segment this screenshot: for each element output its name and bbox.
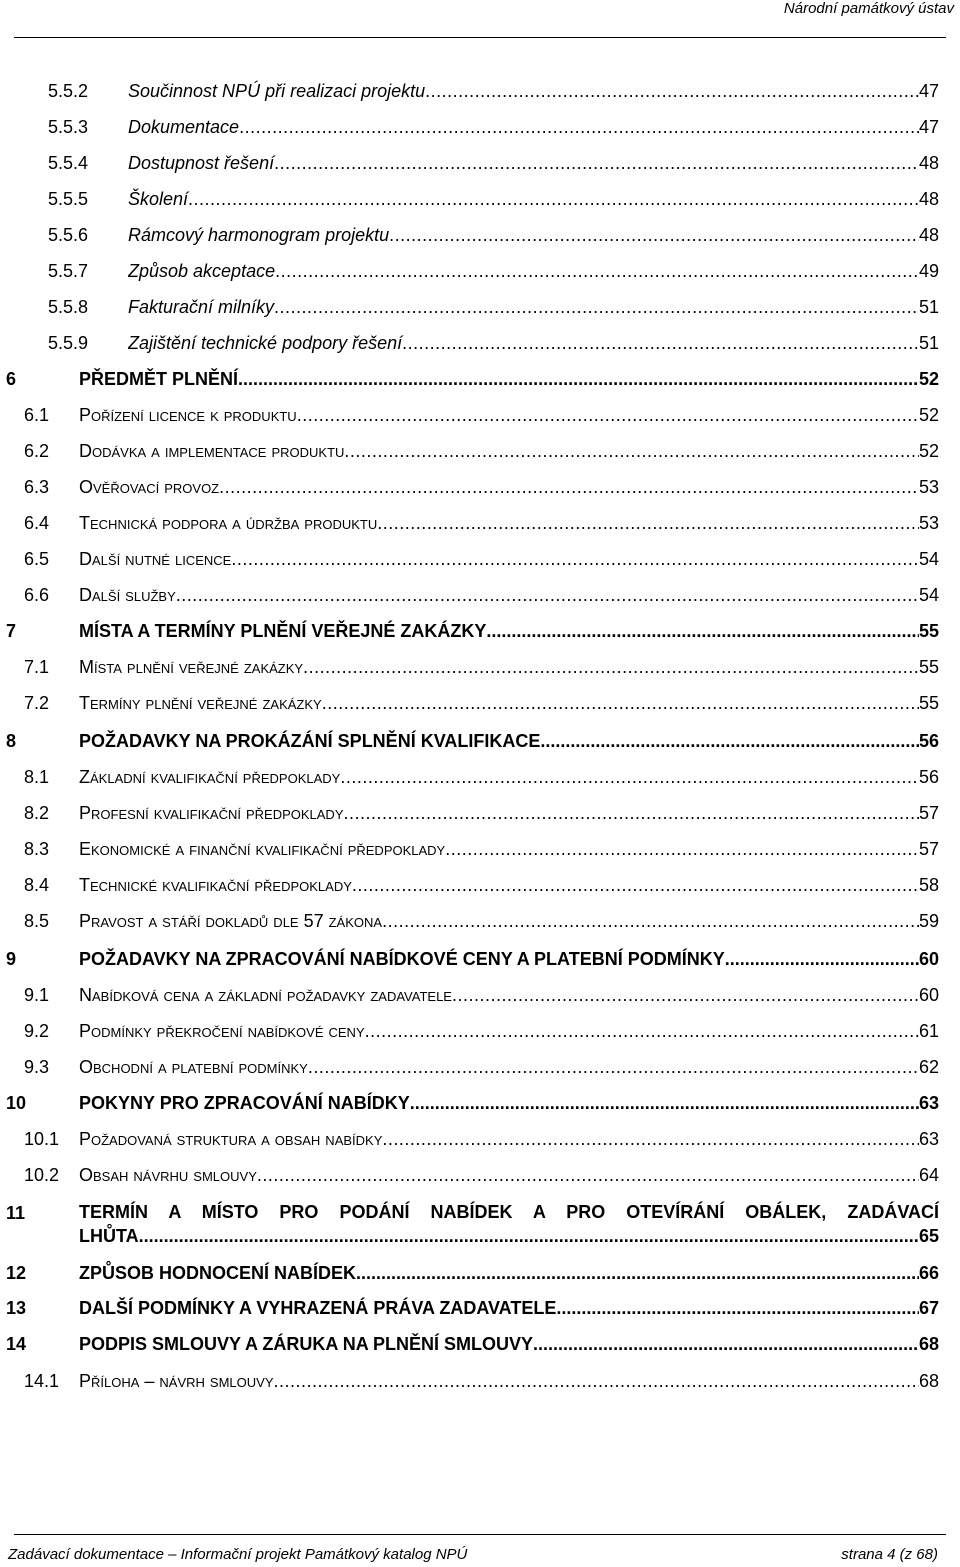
toc-page: 51 — [918, 333, 939, 353]
toc-chapter[interactable] — [0, 1295, 960, 1321]
toc-leader-dots — [486, 618, 919, 644]
toc-leader-dots — [274, 294, 919, 320]
toc-entry[interactable] — [0, 982, 960, 1008]
toc-page: 55 — [918, 621, 939, 641]
toc-leader-dots — [303, 654, 919, 680]
toc-entry[interactable] — [0, 1126, 960, 1152]
toc-number: 5.5.7 — [48, 261, 89, 281]
toc-leader-dots — [297, 402, 919, 428]
toc-page: 52 — [918, 405, 939, 425]
toc-entry[interactable] — [0, 1054, 960, 1080]
toc-leader-dots — [275, 258, 919, 284]
toc-leader-dots — [382, 1126, 919, 1152]
toc-number: 9.1 — [24, 985, 50, 1005]
toc-entry[interactable] — [0, 222, 960, 248]
toc-leader-dots — [322, 690, 919, 716]
toc-title: Základní kvalifikační předpoklady — [79, 767, 341, 787]
toc-title: Obchodní a platební podmínky — [79, 1057, 308, 1077]
toc-page: 49 — [918, 261, 939, 281]
toc-number: 6.4 — [24, 513, 50, 533]
toc-leader-dots — [452, 982, 919, 1008]
toc-number: 7.2 — [24, 693, 50, 713]
toc-chapter[interactable] — [0, 1331, 960, 1357]
toc-title: PŘEDMĚT PLNĚNÍ — [79, 369, 239, 389]
toc-entry[interactable] — [0, 690, 960, 716]
toc-title: Další nutné licence — [79, 549, 232, 569]
toc-title-continued: LHŮTA — [79, 1226, 139, 1246]
toc-entry[interactable] — [0, 258, 960, 284]
toc-number: 8 — [6, 731, 17, 751]
toc-title: Technické kvalifikační předpoklady — [79, 875, 352, 895]
toc-leader-dots — [219, 474, 919, 500]
toc-leader-dots — [402, 330, 919, 356]
toc-leader-dots — [340, 764, 919, 790]
toc-title: PODPIS SMLOUVY A ZÁRUKA NA PLNĚNÍ SMLOUVY — [79, 1334, 534, 1354]
toc-title: Obsah návrhu smlouvy — [79, 1165, 257, 1185]
toc-entry[interactable] — [0, 1018, 960, 1044]
footer-divider — [14, 1534, 946, 1535]
toc-number: 5.5.2 — [48, 81, 89, 101]
toc-page: 66 — [918, 1263, 939, 1283]
toc-number: 9.2 — [24, 1021, 50, 1041]
toc-number: 5.5.8 — [48, 297, 89, 317]
toc-entry[interactable] — [0, 908, 960, 934]
toc-number: 5.5.4 — [48, 153, 89, 173]
toc-number: 7.1 — [24, 657, 50, 677]
toc-number: 6.2 — [24, 441, 50, 461]
toc-page: 58 — [918, 875, 939, 895]
toc-page: 61 — [918, 1021, 939, 1041]
toc-page: 67 — [918, 1298, 939, 1318]
toc-leader-dots — [540, 728, 919, 754]
toc-page: 51 — [918, 297, 939, 317]
toc-page: 54 — [918, 549, 939, 569]
toc-number: 10.1 — [24, 1129, 60, 1149]
toc-title: DALŠÍ PODMÍNKY A VYHRAZENÁ PRÁVA ZADAVATELE — [79, 1298, 557, 1318]
toc-entry[interactable] — [0, 402, 960, 428]
toc-title: Termíny plnění veřejné zakázky — [79, 693, 322, 713]
toc-title: Ověřovací provoz — [79, 477, 220, 497]
toc-leader-dots — [188, 186, 919, 212]
toc-number: 6.5 — [24, 549, 50, 569]
toc-page: 64 — [918, 1165, 939, 1185]
toc-leader-dots — [533, 1331, 919, 1357]
toc-number: 6 — [6, 369, 17, 389]
toc-page: 48 — [918, 153, 939, 173]
toc-leader-dots — [377, 510, 919, 536]
toc-title: Dostupnost řešení — [128, 153, 275, 173]
toc-page: 52 — [918, 369, 939, 389]
toc-number: 10.2 — [24, 1165, 60, 1185]
toc-title: Pravost a stáří dokladů dle 57 zákona — [79, 911, 383, 931]
toc-entry[interactable] — [0, 872, 960, 898]
toc-chapter[interactable] — [0, 618, 960, 644]
toc-number: 6.6 — [24, 585, 50, 605]
toc-title: Profesní kvalifikační předpoklady — [79, 803, 344, 823]
toc-number: 5.5.6 — [48, 225, 89, 245]
toc-entry[interactable] — [0, 186, 960, 212]
toc-leader-dots — [410, 1090, 919, 1116]
toc-leader-dots — [238, 366, 919, 392]
toc-number: 14.1 — [24, 1371, 60, 1391]
toc-title: Školení — [128, 189, 189, 209]
toc-page: 57 — [918, 803, 939, 823]
toc-page: 63 — [918, 1129, 939, 1149]
toc-chapter[interactable] — [0, 1260, 960, 1286]
toc-title: ZPŮSOB HODNOCENÍ NABÍDEK — [79, 1263, 357, 1283]
toc-chapter[interactable] — [0, 946, 960, 972]
toc-entry[interactable] — [0, 1368, 960, 1394]
toc-page: 54 — [918, 585, 939, 605]
toc-chapter[interactable] — [0, 1200, 960, 1252]
toc-page: 52 — [918, 441, 939, 461]
toc-title: Nabídková cena a základní požadavky zadavatele — [79, 985, 452, 1005]
toc-title: Další služby — [79, 585, 176, 605]
toc-number: 8.5 — [24, 911, 50, 931]
toc-leader-dots — [356, 1260, 919, 1286]
toc-leader-dots — [344, 438, 919, 464]
toc-number: 6.3 — [24, 477, 50, 497]
toc-number: 9.3 — [24, 1057, 50, 1077]
toc-page: 48 — [918, 189, 939, 209]
toc-chapter[interactable] — [0, 728, 960, 754]
footer-document-title: Zadávací dokumentace – Informační projekt Památkový katalog NPÚ — [8, 1546, 468, 1563]
toc-leader-dots — [239, 114, 919, 140]
toc-page: 48 — [918, 225, 939, 245]
toc-title: Dodávka a implementace produktu — [79, 441, 345, 461]
toc-page: 47 — [918, 117, 939, 137]
toc-leader-dots — [344, 800, 919, 826]
toc-entry[interactable] — [0, 150, 960, 176]
toc-number: 8.3 — [24, 839, 50, 859]
toc-title: Zajištění technické podpory řešení — [128, 333, 403, 353]
toc-number: 8.2 — [24, 803, 50, 823]
footer-page-number: strana 4 (z 68) — [841, 1546, 938, 1563]
toc-page: 53 — [918, 477, 939, 497]
toc-leader-dots — [352, 872, 919, 898]
toc-leader-dots — [389, 222, 919, 248]
toc-leader-dots — [365, 1018, 919, 1044]
toc-number: 5.5.9 — [48, 333, 89, 353]
toc-page: 60 — [918, 985, 939, 1005]
toc-leader-dots — [274, 150, 919, 176]
toc-entry[interactable] — [0, 78, 960, 104]
toc-leader-dots — [445, 836, 919, 862]
toc-entry[interactable] — [0, 294, 960, 320]
toc-number: 8.4 — [24, 875, 50, 895]
toc-page: 56 — [918, 731, 939, 751]
toc-title: Rámcový harmonogram projektu — [128, 225, 390, 245]
toc-title: POŽADAVKY NA PROKÁZÁNÍ SPLNĚNÍ KVALIFIKACE — [79, 731, 541, 751]
toc-page: 65 — [918, 1226, 939, 1246]
toc-page: 62 — [918, 1057, 939, 1077]
toc-leader-dots — [139, 1224, 919, 1248]
toc-number: 8.1 — [24, 767, 50, 787]
toc-entry[interactable] — [0, 836, 960, 862]
toc-title: Příloha – návrh smlouvy — [79, 1371, 274, 1391]
toc-entry[interactable] — [0, 114, 960, 140]
toc-number: 10 — [6, 1093, 27, 1113]
toc-entry[interactable] — [0, 330, 960, 356]
toc-chapter[interactable] — [0, 1090, 960, 1116]
toc-number: 13 — [6, 1298, 27, 1318]
toc-page: 47 — [918, 81, 939, 101]
toc-page: 57 — [918, 839, 939, 859]
toc-title: POŽADAVKY NA ZPRACOVÁNÍ NABÍDKOVÉ CENY A PLATEBNÍ PODMÍNKY — [79, 949, 725, 969]
toc-page: 53 — [918, 513, 939, 533]
toc-leader-dots — [382, 908, 919, 934]
toc-leader-dots — [556, 1295, 919, 1321]
toc-entry[interactable] — [0, 654, 960, 680]
toc-page: 68 — [918, 1371, 939, 1391]
toc-title: Dokumentace — [128, 117, 240, 137]
toc-number: 6.1 — [24, 405, 50, 425]
toc-entry[interactable] — [0, 510, 960, 536]
toc-number: 9 — [6, 949, 17, 969]
toc-entry[interactable] — [0, 438, 960, 464]
toc-entry[interactable] — [0, 582, 960, 608]
toc-entry[interactable] — [0, 1162, 960, 1188]
toc-number: 5.5.5 — [48, 189, 89, 209]
toc-page: 63 — [918, 1093, 939, 1113]
toc-page: 60 — [918, 949, 939, 969]
toc-title: Místa plnění veřejné zakázky — [79, 657, 304, 677]
toc-title: Pořízení licence k produktu — [79, 405, 297, 425]
toc-title: Technická podpora a údržba produktu — [79, 513, 378, 533]
toc-leader-dots — [257, 1162, 919, 1188]
toc-page: 68 — [918, 1334, 939, 1354]
toc-title: Způsob akceptace — [128, 261, 276, 281]
toc-number: 12 — [6, 1263, 27, 1283]
toc-title: TERMÍN A MÍSTO PRO PODÁNÍ NABÍDEK A PRO OTEVÍRÁNÍ OBÁLEK, ZADÁVACÍ — [79, 1202, 939, 1222]
toc-page: 55 — [918, 693, 939, 713]
toc-title: Požadovaná struktura a obsah nabídky — [79, 1129, 383, 1149]
toc-page: 56 — [918, 767, 939, 787]
toc-page: 55 — [918, 657, 939, 677]
toc-number: 7 — [6, 621, 17, 641]
toc-number: 5.5.3 — [48, 117, 89, 137]
header-title: Národní památkový ústav — [783, 0, 954, 17]
toc-leader-dots — [176, 582, 919, 608]
toc-leader-dots — [725, 946, 919, 972]
toc-title: Součinnost NPÚ při realizaci projektu — [128, 81, 426, 101]
toc-title: Podmínky překročení nabídkové ceny — [79, 1021, 365, 1041]
toc-leader-dots — [231, 546, 919, 572]
toc-number: 14 — [6, 1334, 27, 1354]
toc-entry[interactable] — [0, 546, 960, 572]
header-divider — [14, 37, 946, 38]
toc-page: 59 — [918, 911, 939, 931]
toc-entry[interactable] — [0, 764, 960, 790]
toc-leader-dots — [425, 78, 919, 104]
toc-leader-dots — [274, 1368, 919, 1394]
toc-leader-dots — [308, 1054, 919, 1080]
toc-title: Ekonomické a finanční kvalifikační předpoklady — [79, 839, 446, 859]
toc-entry[interactable] — [0, 474, 960, 500]
toc-title: Fakturační milníky — [128, 297, 275, 317]
toc-number: 11 — [6, 1203, 26, 1223]
toc-title: POKYNY PRO ZPRACOVÁNÍ NABÍDKY — [79, 1093, 410, 1113]
toc-entry[interactable] — [0, 800, 960, 826]
toc-chapter[interactable] — [0, 366, 960, 392]
toc-title: MÍSTA A TERMÍNY PLNĚNÍ VEŘEJNÉ ZAKÁZKY — [79, 621, 487, 641]
